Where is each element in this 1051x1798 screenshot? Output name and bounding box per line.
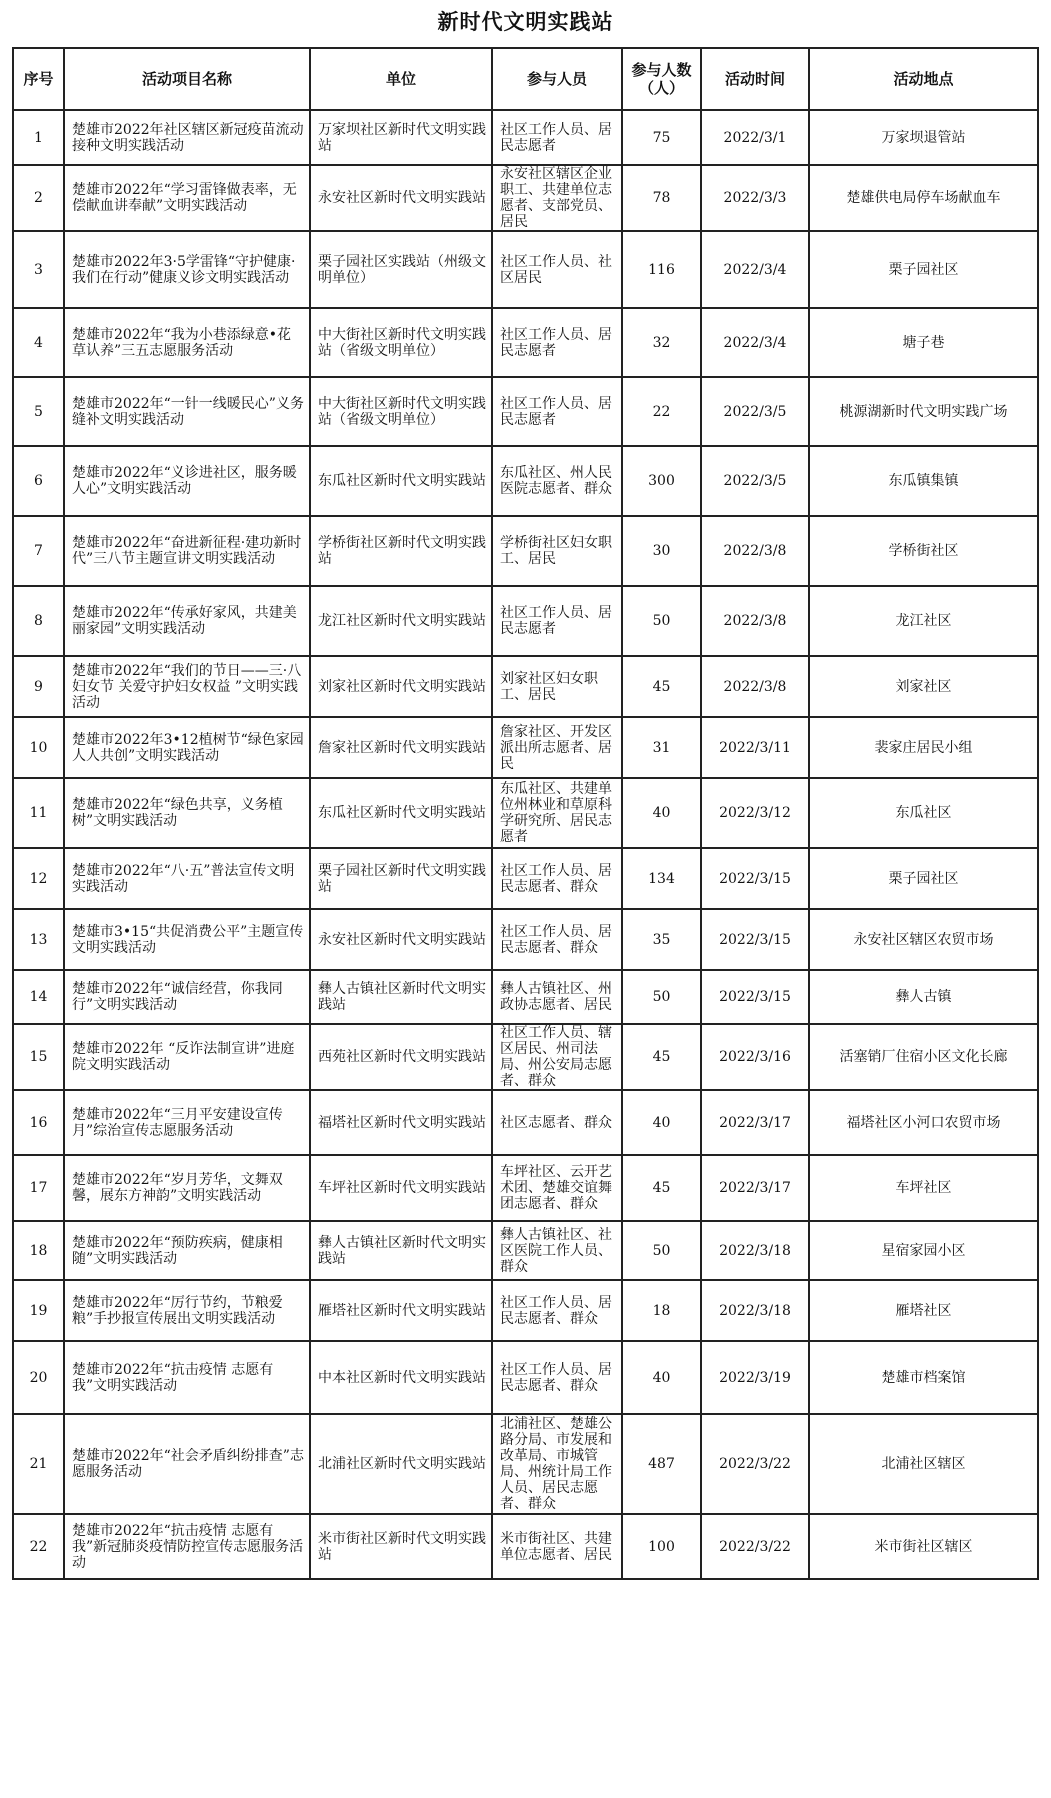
cell-participants: 社区工作人员、居民志愿者、群众 [492, 1341, 622, 1414]
cell-no: 11 [13, 778, 64, 848]
cell-time: 2022/3/15 [701, 909, 809, 970]
cell-unit: 万家坝社区新时代文明实践站 [310, 110, 492, 165]
table-row [13, 446, 1038, 516]
cell-place: 栗子园社区 [809, 231, 1038, 308]
cell-name: 楚雄市2022年“社会矛盾纠纷排查”志愿服务活动 [64, 1414, 310, 1514]
cell-count: 487 [622, 1414, 701, 1514]
table-row [13, 165, 1038, 231]
cell-name: 楚雄市2022年“厉行节约，节粮爱粮”手抄报宣传展出文明实践活动 [64, 1280, 310, 1341]
header-name: 活动项目名称 [64, 48, 310, 110]
cell-place: 刘家社区 [809, 656, 1038, 717]
cell-unit: 栗子园社区实践站（州级文明单位） [310, 231, 492, 308]
cell-participants: 彝人古镇社区、州政协志愿者、居民 [492, 970, 622, 1024]
cell-name: 楚雄市2022年“抗击疫情 志愿有我”文明实践活动 [64, 1341, 310, 1414]
cell-count: 35 [622, 909, 701, 970]
table-row [13, 848, 1038, 909]
cell-place: 栗子园社区 [809, 848, 1038, 909]
table-row [13, 516, 1038, 586]
table-row [13, 1514, 1038, 1579]
cell-place: 万家坝退管站 [809, 110, 1038, 165]
table-row [13, 970, 1038, 1024]
header-no: 序号 [13, 48, 64, 110]
cell-time: 2022/3/8 [701, 516, 809, 586]
cell-participants: 永安社区辖区企业职工、共建单位志愿者、支部党员、居民 [492, 165, 622, 231]
table-row [13, 1341, 1038, 1414]
cell-unit: 彝人古镇社区新时代文明实践站 [310, 1221, 492, 1280]
cell-name: 楚雄市2022年“义诊进社区，服务暖人心”文明实践活动 [64, 446, 310, 516]
cell-count: 30 [622, 516, 701, 586]
cell-no: 19 [13, 1280, 64, 1341]
cell-unit: 西苑社区新时代文明实践站 [310, 1024, 492, 1090]
cell-count: 100 [622, 1514, 701, 1579]
cell-name: 楚雄市2022年“预防疾病，健康相随”文明实践活动 [64, 1221, 310, 1280]
table-row [13, 308, 1038, 377]
cell-name: 楚雄市2022年“我们的节日——三·八妇女节 关爱守护妇女权益 ”文明实践活动 [64, 656, 310, 717]
cell-count: 40 [622, 778, 701, 848]
cell-no: 2 [13, 165, 64, 231]
cell-time: 2022/3/11 [701, 717, 809, 778]
cell-place: 活塞销厂住宿小区文化长廊 [809, 1024, 1038, 1090]
cell-participants: 车坪社区、云开艺术团、楚雄交谊舞团志愿者、群众 [492, 1155, 622, 1221]
cell-name: 楚雄市2022年“传承好家风，共建美丽家园”文明实践活动 [64, 586, 310, 656]
table-row [13, 1090, 1038, 1155]
header-unit: 单位 [310, 48, 492, 110]
cell-place: 彝人古镇 [809, 970, 1038, 1024]
cell-participants: 学桥街社区妇女职工、居民 [492, 516, 622, 586]
cell-unit: 詹家社区新时代文明实践站 [310, 717, 492, 778]
cell-no: 7 [13, 516, 64, 586]
cell-no: 13 [13, 909, 64, 970]
cell-place: 东瓜社区 [809, 778, 1038, 848]
cell-place: 永安社区辖区农贸市场 [809, 909, 1038, 970]
cell-count: 78 [622, 165, 701, 231]
cell-name: 楚雄市2022年3•12植树节“绿色家园人人共创”文明实践活动 [64, 717, 310, 778]
cell-unit: 雁塔社区新时代文明实践站 [310, 1280, 492, 1341]
cell-time: 2022/3/22 [701, 1414, 809, 1514]
cell-time: 2022/3/3 [701, 165, 809, 231]
table-row [13, 778, 1038, 848]
cell-place: 星宿家园小区 [809, 1221, 1038, 1280]
cell-time: 2022/3/19 [701, 1341, 809, 1414]
cell-count: 40 [622, 1090, 701, 1155]
cell-participants: 社区志愿者、群众 [492, 1090, 622, 1155]
cell-time: 2022/3/22 [701, 1514, 809, 1579]
cell-place: 学桥街社区 [809, 516, 1038, 586]
table-row [13, 1155, 1038, 1221]
cell-place: 裴家庄居民小组 [809, 717, 1038, 778]
cell-no: 9 [13, 656, 64, 717]
cell-name: 楚雄市2022年 “反诈法制宣讲”进庭院文明实践活动 [64, 1024, 310, 1090]
cell-unit: 米市街社区新时代文明实践站 [310, 1514, 492, 1579]
cell-time: 2022/3/17 [701, 1090, 809, 1155]
cell-no: 6 [13, 446, 64, 516]
cell-time: 2022/3/15 [701, 970, 809, 1024]
cell-no: 4 [13, 308, 64, 377]
cell-count: 116 [622, 231, 701, 308]
cell-place: 福塔社区小河口农贸市场 [809, 1090, 1038, 1155]
cell-participants: 东瓜社区、共建单位州林业和草原科学研究所、居民志愿者 [492, 778, 622, 848]
cell-count: 45 [622, 656, 701, 717]
cell-name: 楚雄市3•15“共促消费公平”主题宣传文明实践活动 [64, 909, 310, 970]
cell-participants: 社区工作人员、居民志愿者 [492, 377, 622, 446]
header-count: 参与人数（人） [622, 48, 701, 110]
cell-place: 楚雄市档案馆 [809, 1341, 1038, 1414]
cell-place: 桃源湖新时代文明实践广场 [809, 377, 1038, 446]
cell-name: 楚雄市2022年“我为小巷添绿意•花草认养”三五志愿服务活动 [64, 308, 310, 377]
cell-no: 15 [13, 1024, 64, 1090]
cell-count: 50 [622, 970, 701, 1024]
cell-participants: 社区工作人员、居民志愿者、群众 [492, 848, 622, 909]
header-place: 活动地点 [809, 48, 1038, 110]
cell-participants: 社区工作人员、居民志愿者、群众 [492, 1280, 622, 1341]
cell-name: 楚雄市2022年“八·五”普法宣传文明实践活动 [64, 848, 310, 909]
cell-name: 楚雄市2022年“一针一线暖民心”义务缝补文明实践活动 [64, 377, 310, 446]
cell-place: 塘子巷 [809, 308, 1038, 377]
cell-count: 45 [622, 1155, 701, 1221]
cell-count: 50 [622, 1221, 701, 1280]
cell-time: 2022/3/12 [701, 778, 809, 848]
cell-time: 2022/3/5 [701, 446, 809, 516]
cell-name: 楚雄市2022年“诚信经营，你我同行”文明实践活动 [64, 970, 310, 1024]
cell-place: 龙江社区 [809, 586, 1038, 656]
cell-count: 134 [622, 848, 701, 909]
cell-time: 2022/3/8 [701, 656, 809, 717]
cell-no: 3 [13, 231, 64, 308]
cell-place: 东瓜镇集镇 [809, 446, 1038, 516]
cell-no: 20 [13, 1341, 64, 1414]
table-header-row [13, 48, 1038, 110]
cell-count: 75 [622, 110, 701, 165]
cell-count: 45 [622, 1024, 701, 1090]
cell-no: 14 [13, 970, 64, 1024]
cell-place: 北浦社区辖区 [809, 1414, 1038, 1514]
cell-no: 22 [13, 1514, 64, 1579]
cell-count: 32 [622, 308, 701, 377]
table-row [13, 586, 1038, 656]
cell-count: 22 [622, 377, 701, 446]
cell-participants: 社区工作人员、居民志愿者 [492, 586, 622, 656]
activity-table [12, 47, 1039, 1580]
cell-participants: 刘家社区妇女职工、居民 [492, 656, 622, 717]
cell-count: 300 [622, 446, 701, 516]
cell-place: 雁塔社区 [809, 1280, 1038, 1341]
cell-time: 2022/3/18 [701, 1280, 809, 1341]
cell-time: 2022/3/18 [701, 1221, 809, 1280]
cell-count: 18 [622, 1280, 701, 1341]
header-participants: 参与人员 [492, 48, 622, 110]
cell-time: 2022/3/17 [701, 1155, 809, 1221]
cell-unit: 永安社区新时代文明实践站 [310, 909, 492, 970]
cell-unit: 东瓜社区新时代文明实践站 [310, 446, 492, 516]
table-row [13, 1024, 1038, 1090]
table-row [13, 231, 1038, 308]
table-row [13, 1221, 1038, 1280]
cell-place: 楚雄供电局停车场献血车 [809, 165, 1038, 231]
cell-participants: 北浦社区、楚雄公路分局、市发展和改革局、市城管局、州统计局工作人员、居民志愿者、群众 [492, 1414, 622, 1514]
header-time: 活动时间 [701, 48, 809, 110]
cell-time: 2022/3/5 [701, 377, 809, 446]
table-row [13, 717, 1038, 778]
cell-count: 50 [622, 586, 701, 656]
cell-no: 12 [13, 848, 64, 909]
cell-name: 楚雄市2022年“绿色共享，义务植树”文明实践活动 [64, 778, 310, 848]
cell-time: 2022/3/4 [701, 231, 809, 308]
table-row [13, 909, 1038, 970]
cell-unit: 福塔社区新时代文明实践站 [310, 1090, 492, 1155]
cell-participants: 社区工作人员、居民志愿者、群众 [492, 909, 622, 970]
cell-name: 楚雄市2022年3·5学雷锋“守护健康·我们在行动”健康义诊文明实践活动 [64, 231, 310, 308]
cell-no: 8 [13, 586, 64, 656]
cell-no: 18 [13, 1221, 64, 1280]
cell-unit: 中本社区新时代文明实践站 [310, 1341, 492, 1414]
cell-unit: 永安社区新时代文明实践站 [310, 165, 492, 231]
cell-participants: 社区工作人员、辖区居民、州司法局、州公安局志愿者、群众 [492, 1024, 622, 1090]
table-row [13, 110, 1038, 165]
table-row [13, 1414, 1038, 1514]
table-body [13, 110, 1038, 1579]
cell-no: 21 [13, 1414, 64, 1514]
cell-no: 1 [13, 110, 64, 165]
cell-count: 40 [622, 1341, 701, 1414]
cell-unit: 北浦社区新时代文明实践站 [310, 1414, 492, 1514]
table-row [13, 656, 1038, 717]
table-row [13, 1280, 1038, 1341]
cell-name: 楚雄市2022年社区辖区新冠疫苗流动接种文明实践活动 [64, 110, 310, 165]
cell-place: 米市街社区辖区 [809, 1514, 1038, 1579]
table-row [13, 377, 1038, 446]
cell-name: 楚雄市2022年“抗击疫情 志愿有我”新冠肺炎疫情防控宣传志愿服务活动 [64, 1514, 310, 1579]
page-title: 新时代文明实践站 [437, 10, 614, 34]
cell-time: 2022/3/4 [701, 308, 809, 377]
cell-no: 10 [13, 717, 64, 778]
cell-place: 车坪社区 [809, 1155, 1038, 1221]
cell-time: 2022/3/8 [701, 586, 809, 656]
cell-time: 2022/3/15 [701, 848, 809, 909]
cell-name: 楚雄市2022年“岁月芳华，文舞双馨，展东方神韵”文明实践活动 [64, 1155, 310, 1221]
cell-unit: 中大街社区新时代文明实践站（省级文明单位） [310, 308, 492, 377]
cell-name: 楚雄市2022年“奋进新征程·建功新时代”三八节主题宣讲文明实践活动 [64, 516, 310, 586]
cell-participants: 彝人古镇社区、社区医院工作人员、群众 [492, 1221, 622, 1280]
cell-unit: 刘家社区新时代文明实践站 [310, 656, 492, 717]
cell-no: 5 [13, 377, 64, 446]
cell-unit: 学桥街社区新时代文明实践站 [310, 516, 492, 586]
cell-unit: 彝人古镇社区新时代文明实践站 [310, 970, 492, 1024]
cell-unit: 东瓜社区新时代文明实践站 [310, 778, 492, 848]
cell-participants: 社区工作人员、居民志愿者 [492, 308, 622, 377]
cell-time: 2022/3/1 [701, 110, 809, 165]
cell-unit: 栗子园社区新时代文明实践站 [310, 848, 492, 909]
cell-no: 16 [13, 1090, 64, 1155]
cell-time: 2022/3/16 [701, 1024, 809, 1090]
cell-participants: 詹家社区、开发区派出所志愿者、居民 [492, 717, 622, 778]
cell-unit: 龙江社区新时代文明实践站 [310, 586, 492, 656]
cell-unit: 车坪社区新时代文明实践站 [310, 1155, 492, 1221]
cell-count: 31 [622, 717, 701, 778]
cell-no: 17 [13, 1155, 64, 1221]
cell-participants: 社区工作人员、居民志愿者 [492, 110, 622, 165]
cell-participants: 米市街社区、共建单位志愿者、居民 [492, 1514, 622, 1579]
cell-name: 楚雄市2022年“学习雷锋做表率，无偿献血讲奉献”文明实践活动 [64, 165, 310, 231]
cell-participants: 社区工作人员、社区居民 [492, 231, 622, 308]
cell-participants: 东瓜社区、州人民医院志愿者、群众 [492, 446, 622, 516]
cell-name: 楚雄市2022年“三月平安建设宣传月”综治宣传志愿服务活动 [64, 1090, 310, 1155]
cell-unit: 中大街社区新时代文明实践站（省级文明单位） [310, 377, 492, 446]
